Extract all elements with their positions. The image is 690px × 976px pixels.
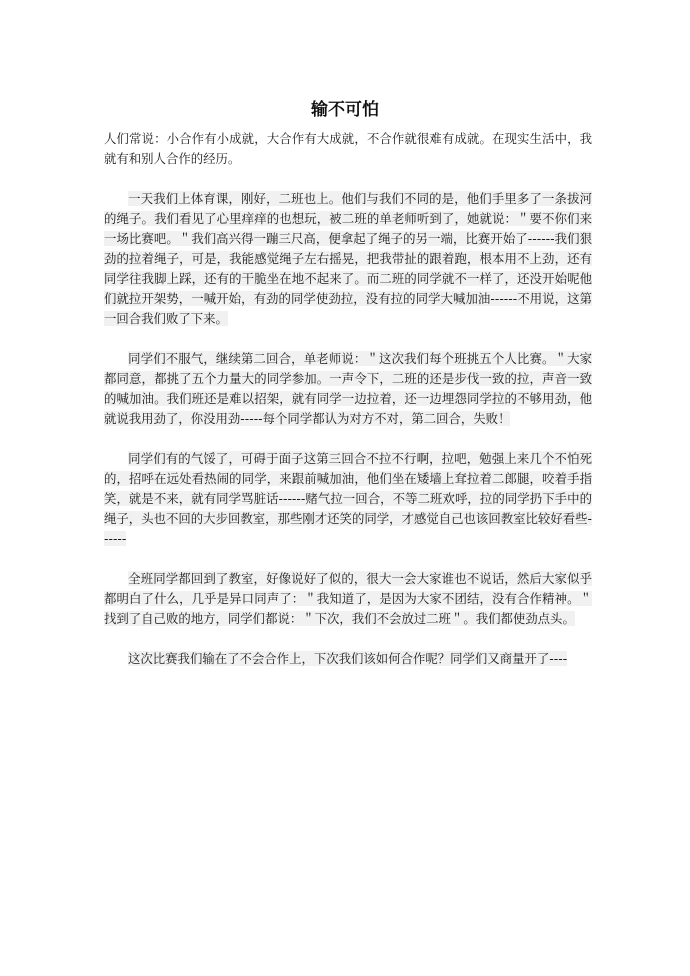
paragraph-2-text: 一天我们上体育课，刚好，二班也上。他们与我们不同的是，他们手里多了一条拔河的绳子。我们看见了心里痒痒的也想玩，被二班的单老师听到了，她就说：＂要不你们来一场比赛吧。＂我们高兴得一蹦三尺高，便拿起了绳子的另一端，比赛开始了------我们狠劲的拉着绳子，可是，我能感觉绳子左右摇晃，把我带扯的跟着跑，根本用不上劲，还有同学往我脚上踩，还有的干脆坐在地不起来了。而二班的同学就不一样了，还没开始呢他们就拉开架势，一喊开始，有劲的同学使劲拉，没有拉的同学大喊加油------不用说，这第一回合我们败了下来。 <box>104 191 592 326</box>
paragraph-5 <box>104 569 592 629</box>
paragraph-1 <box>104 129 592 169</box>
paragraph-5-text: 全班同学都回到了教室，好像说好了似的，很大一会大家谁也不说话，然后大家似乎都明白了什么，几乎是异口同声了：＂我知道了，是因为大家不团结，没有合作精神。＂找到了自己败的地方，同学们都说：＂下次，我们不会放过二班＂。我们都使劲点头。 <box>104 571 592 626</box>
paragraph-3 <box>104 349 592 429</box>
paragraph-4 <box>104 449 592 549</box>
paragraph-6-text: 这次比赛我们输在了不会合作上，下次我们该如何合作呢？同学们又商量开了---- <box>128 651 568 666</box>
paragraph-4-text: 同学们有的气馁了，可碍于面子这第三回合不拉不行啊，拉吧，勉强上来几个不怕死的，招呼在远处看热闹的同学，来跟前喊加油，他们坐在矮墙上耷拉着二郎腿，咬着手指笑，就是不来，就有同学骂脏话------赌气拉一回合，不等二班欢呼，拉的同学扔下手中的绳子，头也不回的大步回教室，那些刚才还笑的同学，才感觉自己也该回教室比较好看些------ <box>104 451 592 546</box>
paragraph-1-text: 人们常说：小合作有小成就，大合作有大成就，不合作就很难有成就。在现实生活中，我就有和别人合作的经历。 <box>104 131 592 166</box>
paragraph-3-text: 同学们不服气，继续第二回合，单老师说：＂这次我们每个班挑五个人比赛。＂大家都同意，都挑了五个力量大的同学参加。一声令下，二班的还是步伐一致的拉，声音一致的喊加油。我们班还是难以招架，就有同学一边拉着，还一边埋怨同学拉的不够用劲，他就说我用劲了，你没用劲-----每个同学都认为对方不对，第二回合，失败！ <box>104 351 592 426</box>
document-title: 输不可怕 <box>311 100 379 120</box>
paragraph-6 <box>104 649 592 669</box>
paragraph-2 <box>104 189 592 329</box>
document-body <box>104 129 592 689</box>
